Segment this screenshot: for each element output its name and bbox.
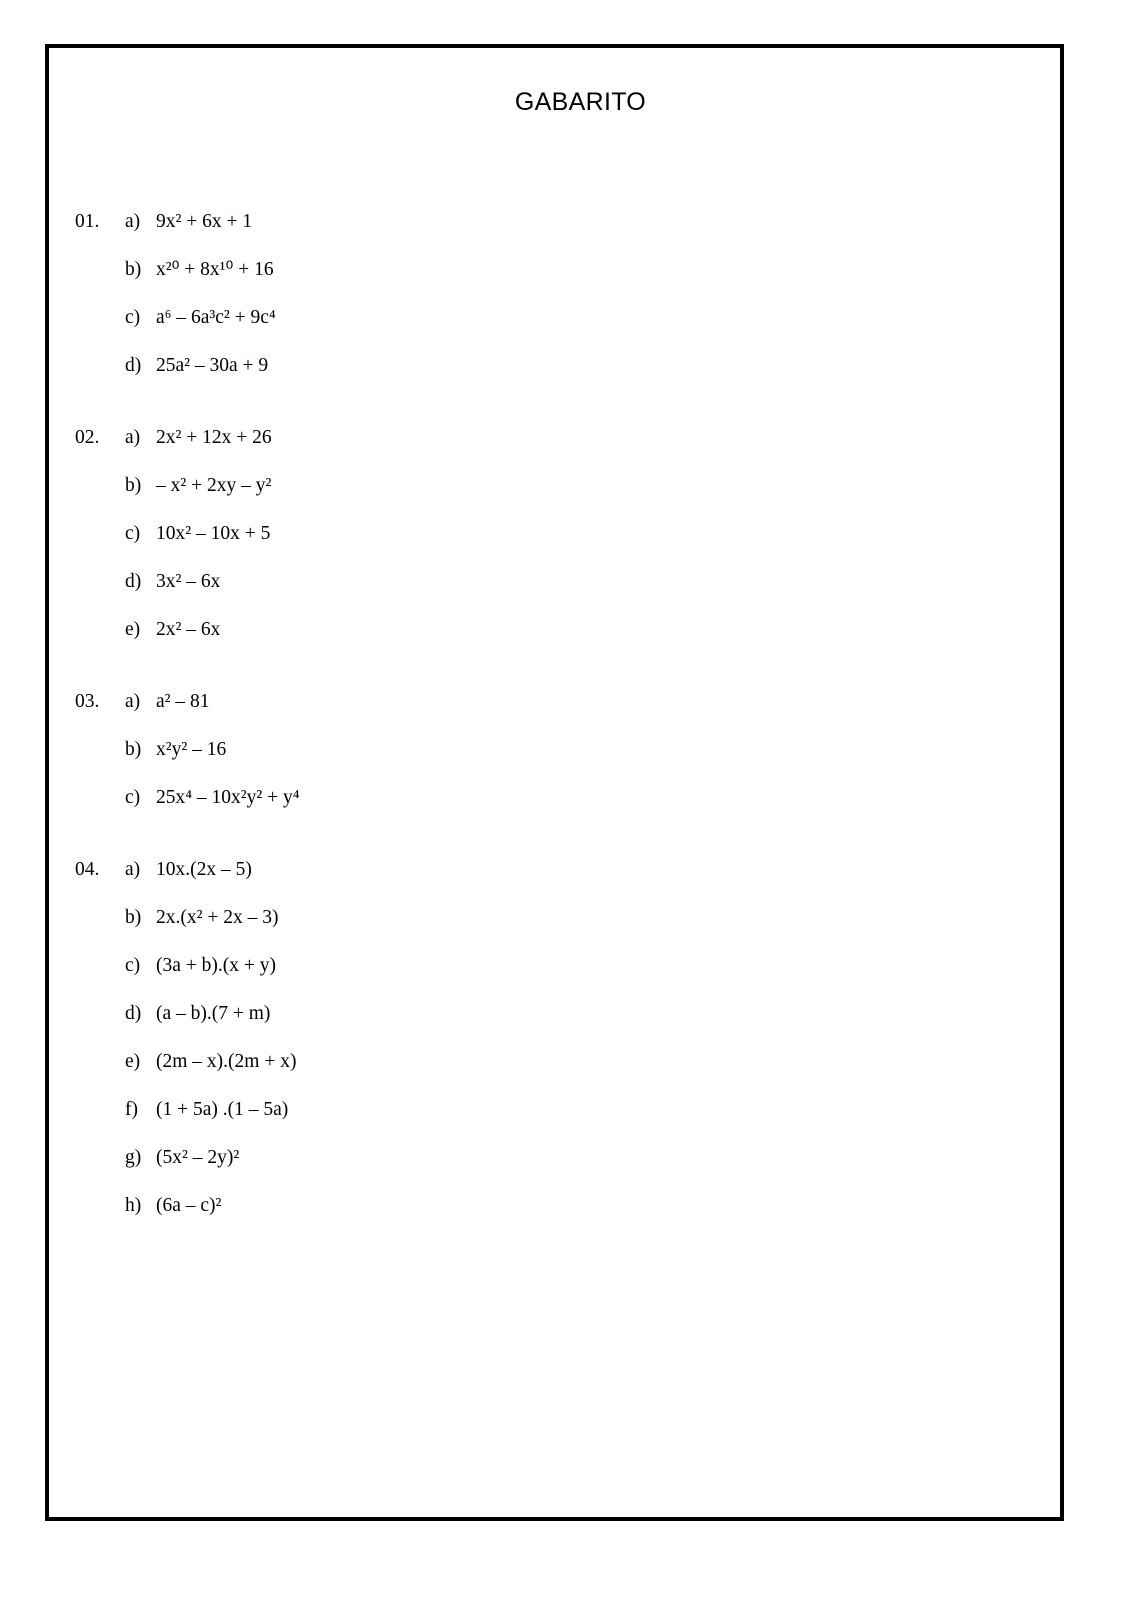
answer-02e xyxy=(0,616,1131,644)
question-number-01: 01. xyxy=(75,211,100,232)
answer-01c xyxy=(0,304,1131,332)
answer-02d xyxy=(0,568,1131,596)
answer-04h xyxy=(0,1192,1131,1220)
item-letter: e) xyxy=(125,619,141,640)
item-answer: 25a² – 30a + 9 xyxy=(156,355,269,376)
question-number-02: 02. xyxy=(75,427,100,448)
item-letter: c) xyxy=(125,523,141,544)
item-answer: 10x² – 10x + 5 xyxy=(156,523,271,544)
item-letter: c) xyxy=(125,787,141,808)
item-answer: (6a – c)² xyxy=(156,1195,222,1216)
item-letter: d) xyxy=(125,355,142,376)
item-answer: – x² + 2xy – y² xyxy=(156,475,272,496)
item-answer: a² – 81 xyxy=(156,691,210,712)
item-answer: (a – b).(7 + m) xyxy=(156,1003,271,1024)
answer-01d xyxy=(0,352,1131,380)
answer-02a xyxy=(0,424,1131,452)
item-answer: (2m – x).(2m + x) xyxy=(156,1051,297,1072)
item-answer: x²⁰ + 8x¹⁰ + 16 xyxy=(156,259,274,280)
answer-02b xyxy=(0,472,1131,500)
item-letter: e) xyxy=(125,1051,141,1072)
item-answer: 2x² – 6x xyxy=(156,619,221,640)
item-letter: c) xyxy=(125,955,141,976)
item-letter: d) xyxy=(125,1003,142,1024)
item-letter: f) xyxy=(125,1099,138,1120)
item-answer: 10x.(2x – 5) xyxy=(156,859,252,880)
item-letter: a) xyxy=(125,427,141,448)
answer-04a xyxy=(0,856,1131,884)
answer-01b xyxy=(0,256,1131,284)
item-answer: x²y² – 16 xyxy=(156,739,227,760)
item-letter: a) xyxy=(125,859,141,880)
item-letter: c) xyxy=(125,307,141,328)
answer-03b xyxy=(0,736,1131,764)
item-answer: 25x⁴ – 10x²y² + y⁴ xyxy=(156,787,300,808)
answer-04f xyxy=(0,1096,1131,1124)
answer-03c xyxy=(0,784,1131,812)
answer-04d xyxy=(0,1000,1131,1028)
item-answer: 2x.(x² + 2x – 3) xyxy=(156,907,279,928)
item-letter: d) xyxy=(125,571,142,592)
item-letter: b) xyxy=(125,259,142,280)
answer-04b xyxy=(0,904,1131,932)
item-answer: 9x² + 6x + 1 xyxy=(156,211,253,232)
item-answer: (1 + 5a) .(1 – 5a) xyxy=(156,1099,289,1120)
item-letter: g) xyxy=(125,1147,142,1168)
item-answer: (3a + b).(x + y) xyxy=(156,955,276,976)
item-answer: a⁶ – 6a³c² + 9c⁴ xyxy=(156,307,276,328)
question-number-04: 04. xyxy=(75,859,100,880)
answer-02c xyxy=(0,520,1131,548)
answer-04g xyxy=(0,1144,1131,1172)
item-letter: a) xyxy=(125,691,141,712)
item-answer: 2x² + 12x + 26 xyxy=(156,427,272,448)
answer-04c xyxy=(0,952,1131,980)
item-letter: a) xyxy=(125,211,141,232)
item-letter: b) xyxy=(125,907,142,928)
answer-04e xyxy=(0,1048,1131,1076)
page-title: GABARITO xyxy=(514,88,647,116)
item-letter: b) xyxy=(125,475,142,496)
answer-03a xyxy=(0,688,1131,716)
item-letter: b) xyxy=(125,739,142,760)
answer-01a xyxy=(0,208,1131,236)
question-number-03: 03. xyxy=(75,691,100,712)
item-answer: (5x² – 2y)² xyxy=(156,1147,240,1168)
item-answer: 3x² – 6x xyxy=(156,571,221,592)
item-letter: h) xyxy=(125,1195,142,1216)
